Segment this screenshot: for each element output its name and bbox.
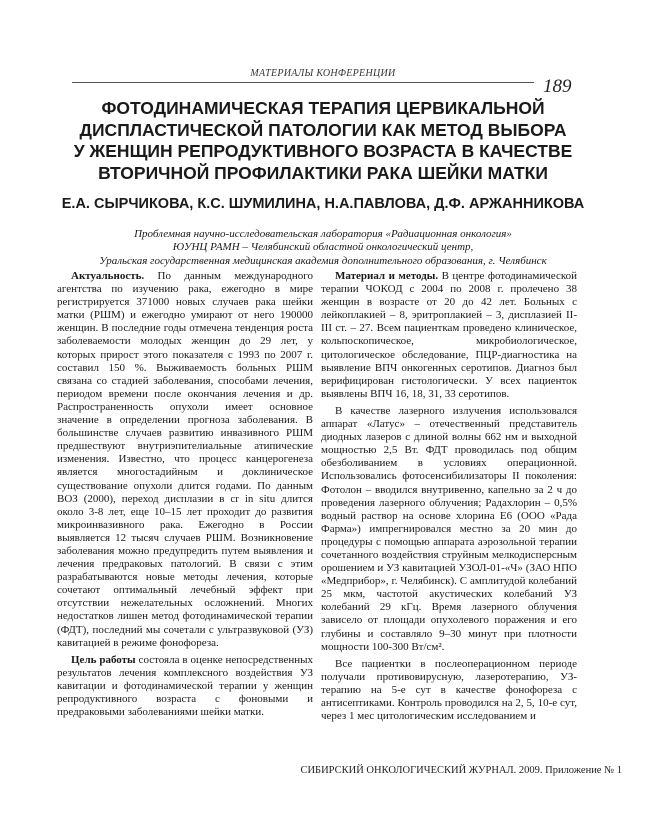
title-line: ДИСПЛАСТИЧЕСКОЙ ПАТОЛОГИИ КАК МЕТОД ВЫБОРА <box>79 119 567 140</box>
affiliation-line: ЮУНЦ РАМН – Челябинский областной онкологический центр, <box>172 241 474 254</box>
running-head: МАТЕРИАЛЫ КОНФЕРЕНЦИИ <box>250 68 396 79</box>
paragraph-lead: Цель работы <box>71 653 136 666</box>
paragraph-methods <box>321 270 577 401</box>
title-line: ВТОРИЧНОЙ ПРОФИЛАКТИКИ РАКА ШЕЙКИ МАТКИ <box>98 162 548 183</box>
affiliations <box>70 228 576 268</box>
paragraph-text: В центре фотодинамической терапии ЧОКОД с 2004 по 2008 г. пролечено 38 женщин в возрасте от 20 до 42 лет. Больных с лейкоплакией – 8, эритроплакией – 3, дисплазией II-III ст. – 27. Всем пациенткам проведено клиническое, кольпоскопическое, микробиологическое, цитологическое обследование, ПЦР-диагностика на выявление ВПЧ онкогенных серотипов. Диагноз был верифицирован гистологически. У всех пациенток выявлены ВПЧ 16, 18, 31, 33 серотипов. <box>321 270 577 400</box>
title-line: ФОТОДИНАМИЧЕСКАЯ ТЕРАПИЯ ЦЕРВИКАЛЬНОЙ <box>101 98 545 118</box>
journal-footer: СИБИРСКИЙ ОНКОЛОГИЧЕСКИЙ ЖУРНАЛ. 2009. Приложение № 1 <box>300 765 622 776</box>
authors: Е.А. СЫРЧИКОВА, К.С. ШУМИЛИНА, Н.А.ПАВЛОВА, Д.Ф. АРЖАННИКОВА <box>61 196 585 212</box>
paragraph-lead: Актуальность. <box>71 270 145 282</box>
paragraph-lead: Материал и методы. <box>335 270 439 282</box>
article-title <box>60 98 586 184</box>
paragraph-postop: Все пациентки в послеоперационном периоде получали противовирусную, лазеротерапию, УЗ-терапию на 5-е сут в качестве фонофореза с антисептиками. Контроль проводился на 2, 5, 10-е сут, через 1 мес цитологическим исследованием и <box>321 657 577 723</box>
paragraph-text: По данным международного агентства по изучению рака, ежегодно в мире регистрируется 371000 новых случаев рака шейки матки (РШМ) и ежегодно умирают от него 190000 женщин. В последние годы отмечена тенденция роста заболеваемости молодых женщин до 29 лет, у которых прирост этого показателя с 1993 по 2007 г. составил 150 %. Выживаемость больных РШМ связана со стадией заболевания, способами лечения, периодом времени после окончания лечения и др. Распространенность опухоли имеет основное значение в определении прогноза заболевания. В большинстве случаев развитию инвазивного РШМ предшествуют внутриэпителиальные атипические изменения. Известно, что процесс канцерогенеза является многостадийным и доклиническое существование опухоли длится годами. По данным ВОЗ (2000), переход дисплазии в cr in situ длится около 3-8 лет, еще 10–15 лет проходит до развития микроинвазивного рака. Ежегодно в России выявляется 12 тысяч случаев РШМ. Возникновение заболевания можно предупредить путем выявления и лечения предраковых патологий. В связи с этим разрабатываются новые методы лечения, которые сочетают оптимальный лечебный эффект при отсутствии нежелательных осложнений. Многих недостатков лишен метод фотодинамической терапии (ФДТ), последний мы сочетали с ультразвуковой (УЗ) кавитацией в режиме фонофореза. <box>57 270 313 649</box>
paragraph-text: состояла в оценке непосредственных результатов лечения комплексного воздействия УЗ кавитации и фотодинамической терапии у женщин репродуктивного возраста с фоновыми и предраковыми заболеваниями шейки матки. <box>57 653 313 719</box>
left-column <box>57 270 313 723</box>
right-column <box>321 270 577 727</box>
paragraph-relevance <box>57 270 313 650</box>
header-rule <box>72 82 534 83</box>
page-number: 189 <box>543 76 572 97</box>
title-line: У ЖЕНЩИН РЕПРОДУКТИВНОГО ВОЗРАСТА В КАЧЕСТВЕ <box>73 141 573 161</box>
affiliation-line: Уральская государственная медицинская академия дополнительного образования, г. Челябинск <box>99 254 547 267</box>
affiliation-line: Проблемная научно-исследовательская лаборатория «Радиационная онкология» <box>134 228 512 240</box>
paragraph-laser: В качестве лазерного излучения использовался аппарат «Латус» – отечественный представитель диодных лазеров с длиной волны 662 нм и выходной мощностью 2,5 Вт. ФДТ проводилась под общим обезболиванием в условиях операционной. Использовались фотосенсибилизаторы II поколения: Фотолон – вводился внутривенно, капельно за 2 ч до проведения лазерного облучения; Радахлорин – 0,5% водный раствор на основе хлорина Е6 (ООО «Рада Фарма») импрегнировался местно за 20 мин до процедуры с помощью аппарата аэрозольной терапии сочетанного воздействия струйным мелкодисперсным орошением и УЗ кавитацией УЗОЛ-01-«Ч» (ЗАО НПО «Медприбор», г. Челябинск). С амплитудой колебаний 25 мкм, частотой акустических колебаний УЗ колебаний 29 кГц. Время лазерного облучения зависело от площади опухолевого поражения и его глубины и составляло 9–30 минут при плотности мощности 100-300 Вт/см². <box>321 404 577 653</box>
paragraph-aim <box>57 654 313 719</box>
